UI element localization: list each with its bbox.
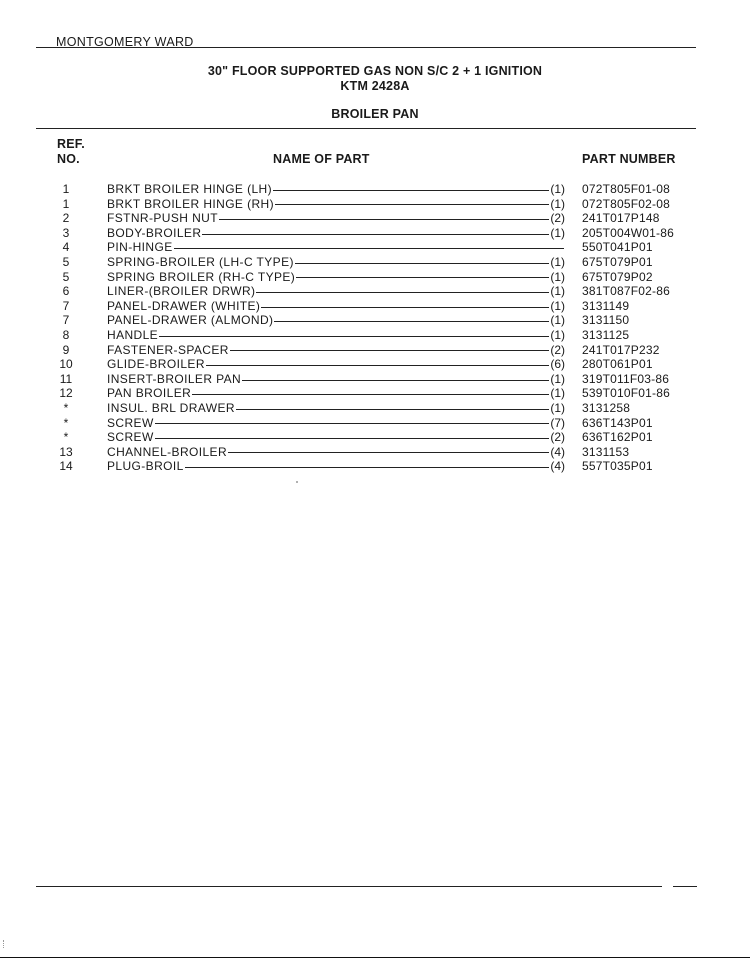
leader-line <box>155 423 550 424</box>
part-row <box>0 343 750 358</box>
quantity: (1) <box>550 327 565 342</box>
part-row <box>0 226 750 241</box>
leader-line <box>261 307 549 308</box>
ref-number: 13 <box>59 444 73 459</box>
leader-line <box>174 248 564 249</box>
part-number: 675T079P01 <box>582 254 653 269</box>
part-name: INSERT-BROILER PAN <box>107 371 242 386</box>
part-number: 319T011F03-86 <box>582 371 670 386</box>
part-row <box>0 299 750 314</box>
part-number: 072T805F01-08 <box>582 182 670 196</box>
part-row <box>0 284 750 299</box>
quantity: (1) <box>550 386 565 401</box>
quantity: (2) <box>550 430 565 445</box>
part-number-column-header: PART NUMBER <box>582 152 676 166</box>
part-name: PAN BROILER <box>107 386 192 401</box>
part-number: 675T079P02 <box>582 269 653 284</box>
ref-number: 1 <box>62 196 70 211</box>
quantity: (2) <box>550 211 565 226</box>
ref-number: 10 <box>59 357 73 372</box>
quantity: (1) <box>550 196 565 211</box>
part-name: PLUG-BROIL <box>107 459 184 474</box>
quantity: (1) <box>550 313 565 328</box>
part-row <box>0 430 750 445</box>
quantity: (1) <box>550 269 565 284</box>
ref-number: 5 <box>62 254 70 269</box>
ref-column-header-line1: REF. <box>57 137 85 151</box>
quantity: (1) <box>550 400 565 415</box>
leader-line <box>273 190 549 191</box>
part-row <box>0 357 750 372</box>
quantity: (7) <box>550 415 565 430</box>
name-column-header: NAME OF PART <box>273 152 370 166</box>
leader-line <box>219 219 549 220</box>
quantity: (6) <box>550 357 565 372</box>
part-name: HANDLE <box>107 327 159 342</box>
part-row <box>0 416 750 431</box>
part-name: PANEL-DRAWER (ALMOND) <box>107 313 274 328</box>
part-row <box>0 182 750 197</box>
leader-line <box>256 292 549 293</box>
quantity: (1) <box>550 225 565 240</box>
part-row <box>0 211 750 226</box>
part-row <box>0 255 750 270</box>
part-number: 3131153 <box>582 444 630 459</box>
ref-number: 7 <box>62 298 70 313</box>
brand-name: MONTGOMERY WARD <box>56 35 194 49</box>
leader-line <box>275 204 549 205</box>
header-divider <box>36 128 696 129</box>
part-number: 381T087F02-86 <box>582 284 670 299</box>
part-number: 539T010F01-86 <box>582 386 670 401</box>
ref-column-header-line2: NO. <box>57 152 80 166</box>
quantity: (4) <box>550 444 565 459</box>
section-title: BROILER PAN <box>331 107 419 121</box>
part-name: CHANNEL-BROILER <box>107 444 228 459</box>
leader-line <box>274 321 549 322</box>
ref-number: * <box>63 400 69 415</box>
part-name: INSUL. BRL DRAWER <box>107 400 235 415</box>
ref-number: * <box>63 430 69 445</box>
part-number: 636T143P01 <box>582 415 653 430</box>
part-row <box>0 459 750 474</box>
ref-number: 9 <box>62 342 70 357</box>
scan-mark <box>3 940 5 948</box>
leader-line <box>202 234 549 235</box>
quantity: (1) <box>550 298 565 313</box>
ref-number: 7 <box>62 313 70 328</box>
part-number: 557T035P01 <box>582 459 653 474</box>
part-name: SPRING-BROILER (LH-C TYPE) <box>107 254 294 269</box>
part-name: BRKT BROILER HINGE (RH) <box>107 196 274 211</box>
part-row <box>0 270 750 285</box>
part-name: FASTENER-SPACER <box>107 342 229 357</box>
ref-number: 12 <box>59 386 73 401</box>
ref-number: 14 <box>59 459 73 474</box>
ref-number: 6 <box>62 284 70 299</box>
part-name: SCREW <box>107 415 154 430</box>
leader-line <box>236 409 549 410</box>
quantity: (2) <box>550 342 565 357</box>
part-row <box>0 240 750 255</box>
quantity: (1) <box>550 254 565 269</box>
part-row <box>0 372 750 387</box>
ref-number: 4 <box>62 240 70 255</box>
leader-line <box>159 336 549 337</box>
part-name: LINER-(BROILER DRWR) <box>107 284 256 299</box>
leader-line <box>228 452 549 453</box>
model-number: KTM 2428A <box>340 79 410 93</box>
part-number: 072T805F02-08 <box>582 196 670 211</box>
part-number: 205T004W01-86 <box>582 225 674 240</box>
page-bottom-edge <box>0 957 750 958</box>
scan-speck <box>296 481 298 483</box>
leader-line <box>242 380 549 381</box>
part-name: SCREW <box>107 430 154 445</box>
leader-line <box>296 277 549 278</box>
document-title: 30" FLOOR SUPPORTED GAS NON S/C 2 + 1 IGNITION <box>207 64 543 78</box>
part-row <box>0 401 750 416</box>
part-row <box>0 328 750 343</box>
part-number: 241T017P148 <box>582 211 660 226</box>
quantity: (4) <box>550 459 565 474</box>
part-number: 3131258 <box>582 400 631 415</box>
leader-line <box>192 394 549 395</box>
part-row <box>0 197 750 212</box>
quantity: (1) <box>550 182 565 196</box>
part-name: PIN-HINGE <box>107 240 173 255</box>
brand-divider <box>36 47 696 48</box>
part-row <box>0 313 750 328</box>
parts-list <box>0 182 750 474</box>
quantity: (1) <box>550 371 565 386</box>
part-name: SPRING BROILER (RH-C TYPE) <box>107 269 296 284</box>
ref-number: 5 <box>62 269 70 284</box>
ref-number: 1 <box>62 182 70 196</box>
part-number: 636T162P01 <box>582 430 653 445</box>
leader-line <box>295 263 549 264</box>
part-name: PANEL-DRAWER (WHITE) <box>107 298 261 313</box>
leader-line <box>230 350 550 351</box>
leader-line <box>206 365 549 366</box>
ref-number: 3 <box>62 225 70 240</box>
quantity: (1) <box>550 284 565 299</box>
footer-divider-short <box>673 886 697 887</box>
part-number: 3131150 <box>582 313 630 328</box>
part-name: GLIDE-BROILER <box>107 357 205 372</box>
part-number: 280T061P01 <box>582 357 653 372</box>
footer-divider <box>36 886 662 887</box>
ref-number: 8 <box>62 327 70 342</box>
part-row <box>0 386 750 401</box>
leader-line <box>185 467 550 468</box>
part-name: FSTNR-PUSH NUT <box>107 211 218 226</box>
part-name: BODY-BROILER <box>107 225 202 240</box>
part-name: BRKT BROILER HINGE (LH) <box>107 182 273 196</box>
ref-number: * <box>63 415 69 430</box>
ref-number: 2 <box>62 211 70 226</box>
part-number: 241T017P232 <box>582 342 660 357</box>
part-number: 550T041P01 <box>582 240 653 255</box>
part-number: 3131125 <box>582 327 630 342</box>
part-row <box>0 445 750 460</box>
leader-line <box>155 438 550 439</box>
part-number: 3131149 <box>582 298 630 313</box>
ref-number: 11 <box>59 371 73 386</box>
